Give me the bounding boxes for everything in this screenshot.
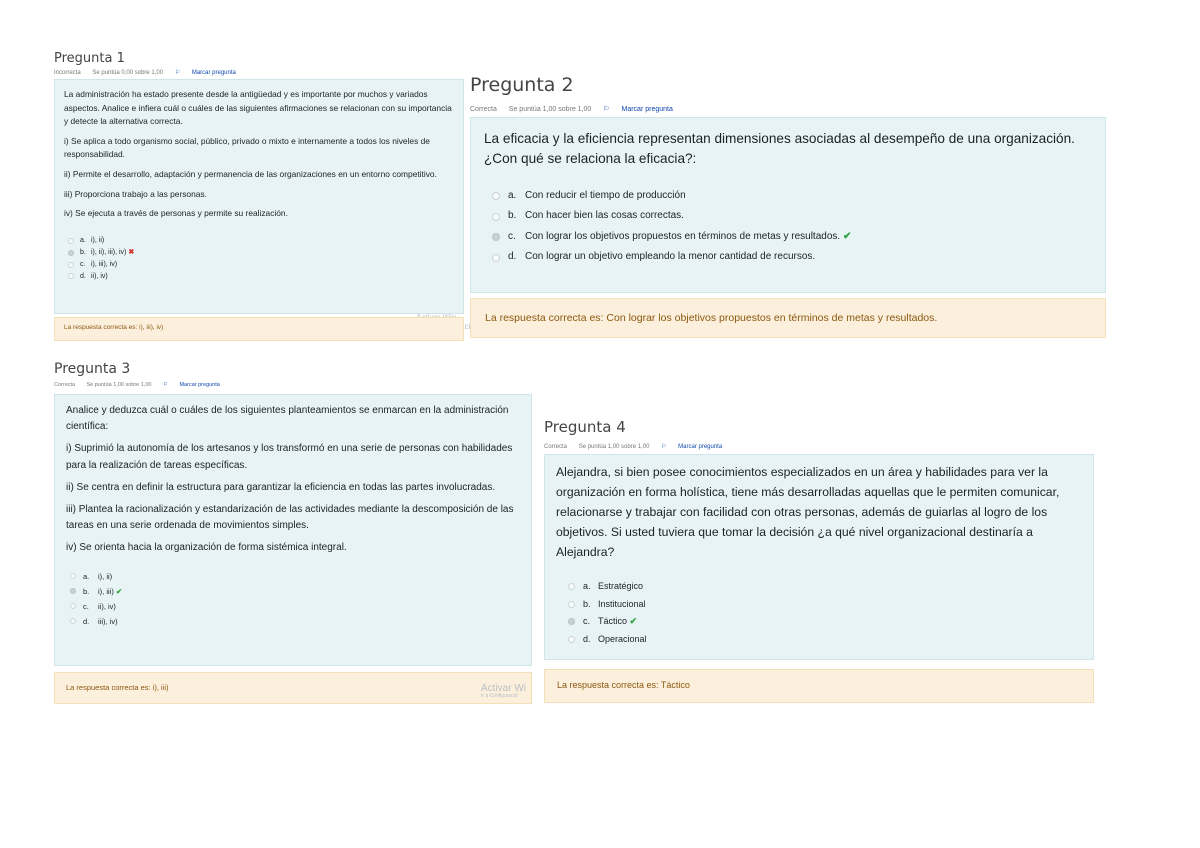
question-content [470,117,1106,293]
score-label: Se puntúa 1,00 sobre 1,00 [508,106,592,113]
question-prompt: La administración ha estado presente desde la antigüedad y es importante por muchos y variados aspectos. Analice e infiera cuál o cuáles de las siguientes afirmaciones se relacionan con su importancia y detecte la alternativa correcta. [64,89,452,127]
status-label: Incorrecta [54,70,81,76]
answer-option-b[interactable]: b. i), iii) ✔ [66,584,520,599]
statement: i) Suprimió la autonomía de los artesanos y los transformó en una serie de personas con habilidades para la realización de tareas específicas. [66,443,513,471]
radio-button[interactable] [492,192,500,200]
flag-icon: ⚐ [603,106,610,113]
radio-button[interactable] [70,573,76,579]
check-icon: ✔ [115,586,123,596]
flag-question-link[interactable]: ⚐ Marcar pregunta [163,382,220,388]
status-label: Correcta [544,444,568,450]
radio-button[interactable] [68,273,74,279]
score-label: Se puntúa 1,00 sobre 1,00 [86,382,152,388]
correct-answer-feedback: La respuesta correcta es: Con lograr los objetivos propuestos en términos de metas y resultados. [470,298,1106,338]
answer-option-b[interactable]: b. Institucional [556,596,1082,614]
answer-option-c[interactable]: c. ii), iv) [66,599,520,614]
answer-option-c[interactable]: c. i), iii), iv) [64,259,454,271]
radio-button[interactable] [70,618,76,624]
statement: iii) Proporciona trabajo a las personas. [64,188,207,199]
question-content [54,394,532,666]
correct-answer-feedback: La respuesta correcta es: i), iii) [54,672,532,704]
statement: iv) Se orienta hacia la organización de forma sistémica integral. [66,542,347,554]
radio-button[interactable] [68,238,74,244]
radio-button[interactable] [492,254,500,262]
question-info [54,382,240,388]
answer-option-a[interactable]: a. i), ii) [66,569,520,584]
question-title: Pregunta 3 [54,361,131,377]
radio-button[interactable] [70,603,76,609]
radio-button[interactable] [492,213,500,221]
question-info [470,105,693,113]
activation-watermark: Activar Wi Ir a Configuració [481,683,526,699]
statement: iii) Plantea la racionalización y estandarización de las actividades mediante la descomposición de las tareas en una serie ordenada de movimientos simples. [66,503,514,532]
status-label: Correcta [470,106,497,113]
correct-answer-feedback: La respuesta correcta es: Táctico [544,669,1094,703]
answer-option-d[interactable]: d. iii), iv) [66,614,520,629]
answer-option-a[interactable]: a. Con reducir el tiempo de producción [484,186,1092,207]
status-label: Correcta [54,382,76,388]
radio-button-selected[interactable] [568,618,575,625]
statement: ii) Se centra en definir la estructura para garantizar la eficiencia en todas las partes involucradas. [66,481,496,493]
answer-option-b[interactable]: b. i), ii), iii), iv) ✖ [64,247,454,259]
flag-question-link[interactable]: ⚐ Marcar pregunta [174,70,236,76]
radio-button[interactable] [568,601,575,608]
answer-option-c[interactable]: c. Con lograr los objetivos propuestos en términos de metas y resultados. ✔ [484,227,1092,248]
flag-icon: ⚐ [174,70,181,76]
check-icon: ✔ [842,230,852,242]
answer-option-d[interactable]: d. Operacional [556,631,1082,649]
answer-list [66,569,520,629]
question-prompt: Analice y deduzca cuál o cuáles de los siguientes planteamientos se enmarcan en la administración científica: [66,405,509,433]
flag-question-link[interactable]: ⚐ Marcar pregunta [661,444,723,450]
question-content [54,79,464,314]
question-title: Pregunta 4 [544,418,626,436]
answer-option-b[interactable]: b. Con hacer bien las cosas correctas. [484,206,1092,227]
answer-list [484,186,1092,268]
radio-button[interactable] [568,583,575,590]
score-label: Se puntúa 0,00 sobre 1,00 [92,70,164,76]
answer-list [64,235,454,283]
answer-list [556,578,1082,648]
statement: i) Se aplica a todo organismo social, público, privado o mixto e internamente a todos los niveles de responsabilidad. [64,135,430,160]
flag-icon: ⚐ [163,382,168,388]
flag-question-link[interactable]: ⚐ Marcar pregunta [603,106,673,113]
answer-option-a[interactable]: a. i), ii) [64,235,454,247]
statement: iv) Se ejecuta a través de personas y permite su realización. [64,208,288,219]
radio-button-selected[interactable] [492,233,500,241]
correct-answer-feedback: La respuesta correcta es: i), iii), iv) [54,317,464,341]
radio-button-selected[interactable] [70,588,76,594]
radio-button-selected[interactable] [68,250,74,256]
score-label: Se puntúa 1,00 sobre 1,00 [578,444,650,450]
question-prompt: La eficacia y la eficiencia representan dimensiones asociadas al desempeño de una organización. ¿Con qué se relaciona la eficacia?: [484,131,1075,167]
flag-icon: ⚐ [661,444,667,450]
answer-option-d[interactable]: d. Con lograr un objetivo empleando la menor cantidad de recursos. [484,247,1092,268]
check-icon: ✔ [629,616,638,627]
question-info [54,69,256,76]
answer-option-a[interactable]: a. Estratégico [556,578,1082,596]
question-prompt: Alejandra, si bien posee conocimientos especializados en un área y habilidades para ver la organización en forma holística, tiene más desarrolladas aquellas que le permiten comunicar, relacionarse y trabajar con facilidad con otras personas, además de guiarlas al logro de los objetivos. Si usted tuviera que tomar la decisión ¿a qué nivel organizacional destinaría a Alejandra? [556,465,1060,559]
radio-button[interactable] [568,636,575,643]
question-info [544,443,742,450]
incorrect-icon: ✖ [128,248,135,256]
radio-button[interactable] [68,262,74,268]
question-title: Pregunta 1 [54,51,125,66]
question-content [544,454,1094,660]
question-title: Pregunta 2 [470,74,574,96]
answer-option-c[interactable]: c. Táctico ✔ [556,613,1082,631]
answer-option-d[interactable]: d. ii), iv) [64,271,454,283]
statement: ii) Permite el desarrollo, adaptación y permanencia de las organizaciones en un entorno competitivo. [64,169,437,180]
